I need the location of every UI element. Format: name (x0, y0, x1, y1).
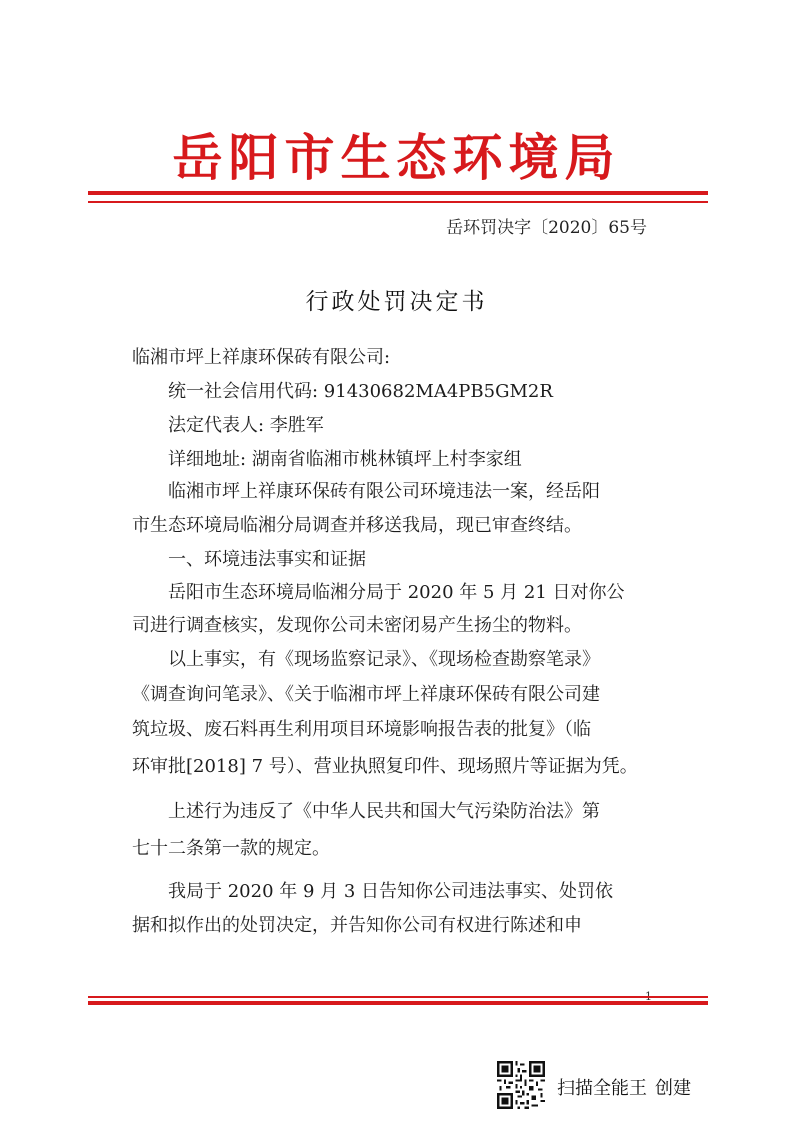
header-red-rule (88, 191, 708, 195)
qr-code-icon (497, 1061, 545, 1109)
body-line: 据和拟作出的处罚决定，并告知你公司有权进行陈述和申 (132, 915, 582, 936)
body-line: 《调查询问笔录》、《关于临湘市坪上祥康环保砖有限公司建 (132, 684, 600, 705)
section-heading: 一、环境违法事实和证据 (168, 549, 366, 570)
scanner-action: 创建 (655, 1078, 691, 1099)
footer-red-rule (88, 1001, 708, 1005)
recipient-name: 临湘市坪上祥康环保砖有限公司: (132, 347, 391, 368)
body-line: 七十二条第一款的规定。 (132, 838, 330, 859)
document-title: 行政处罚决定书 (305, 289, 488, 315)
body-line: 上述行为违反了《中华人民共和国大气污染防治法》第 (168, 801, 600, 822)
scanner-watermark (557, 1074, 691, 1100)
document-number: 岳环罚决字〔2020〕65号 (446, 218, 647, 238)
body-line: 以上事实，有《现场监察记录》、《现场检查勘察笔录》 (168, 649, 600, 670)
body-line: 环审批[2018] 7 号）、营业执照复印件、现场照片等证据为凭。 (132, 756, 638, 777)
body-line: 我局于 2020 年 9 月 3 日告知你公司违法事实、处罚依 (168, 881, 614, 902)
body-line: 市生态环境局临湘分局调查并移送我局，现已审查终结。 (132, 515, 582, 536)
legal-representative: 法定代表人: 李胜军 (168, 415, 324, 436)
agency-title: 岳阳市生态环境局 (172, 128, 621, 187)
credit-code: 统一社会信用代码: 91430682MA4PB5GM2R (168, 381, 553, 402)
body-line: 岳阳市生态环境局临湘分局于 2020 年 5 月 21 日对你公 (168, 582, 625, 603)
scanner-app-name: 扫描全能王 (557, 1078, 647, 1099)
body-line: 筑垃圾、废石料再生利用项目环境影响报告表的批复》（临 (132, 719, 591, 740)
body-line: 司进行调查核实，发现你公司未密闭易产生扬尘的物料。 (132, 615, 582, 636)
header-red-rule-thin (88, 201, 708, 203)
footer-red-rule-thin (88, 996, 708, 998)
detailed-address: 详细地址: 湖南省临湘市桃林镇坪上村李家组 (168, 449, 522, 470)
body-line: 临湘市坪上祥康环保砖有限公司环境违法一案，经岳阳 (168, 481, 600, 502)
